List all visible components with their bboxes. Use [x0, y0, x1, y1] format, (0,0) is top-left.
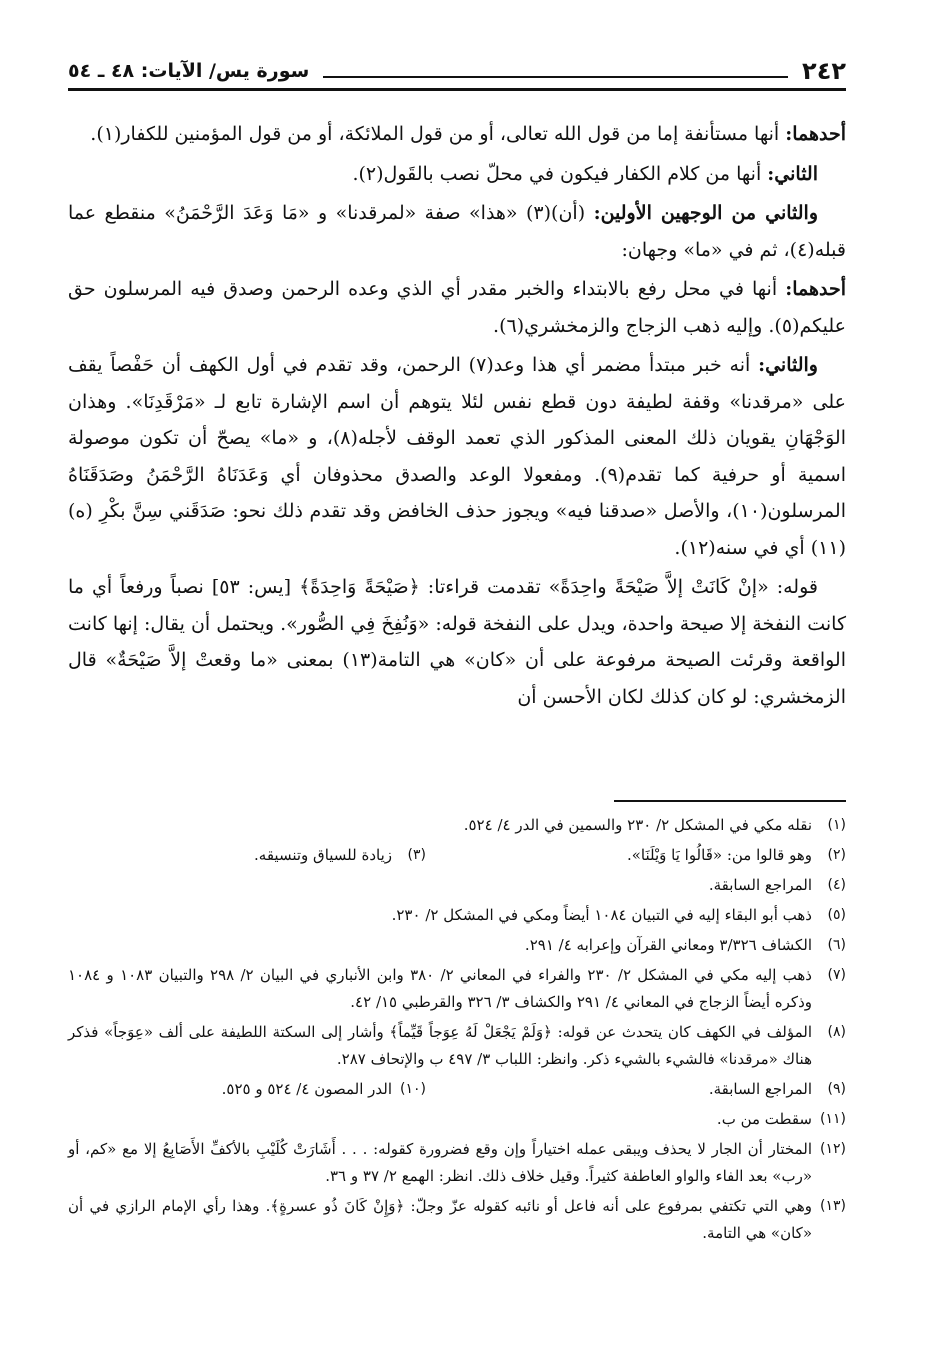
paragraph-text: أنها مستأنفة إما من قول الله تعالى، أو من قول الملائكة، أو من قول المؤمنين للكفار(١). — [90, 123, 786, 145]
footnote-text: المؤلف في الكهف كان يتحدث عن قوله: ﴿وَلَمْ يَجْعَلْ لَهُ عِوَجاً قَيِّماً﴾ وأشار إلى السكتة اللطيفة على ألف «عِوَجاً» فذكر هناك «مرقدنا» فالشيء بالشيء ذكر. وانظر: اللباب ٣/ ٤٩٧ ب والإتحاف ٢٨٧. — [68, 1023, 812, 1068]
footnote — [68, 902, 846, 929]
footnote — [68, 1106, 846, 1133]
paragraph-lead: والثاني من الوجهين الأولين: — [593, 202, 819, 224]
footnote-number: (١١) — [820, 1111, 846, 1127]
footnote — [426, 1076, 846, 1103]
header-rule — [323, 76, 788, 78]
paragraph-text: أنها في محل رفع بالابتداء والخبر مقدر أي الذي وعده الرحمن وصدق فيه المرسلون حق عليكم(٥). وإليه ذهب الزجاج والزمخشري(٦). — [68, 278, 846, 337]
paragraph-lead: أحدهما: — [785, 123, 846, 145]
paragraph-text: (أن)(٣) «هذا» صفة «لمرقدنا» و «مَا وَعَدَ الرَّحْمَنُ» منقطع عما قبله(٤)، ثم في «ما» وجهان: — [68, 202, 846, 261]
footnote-text: المراجع السابقة. — [708, 1080, 812, 1098]
page-number: ٢٤٢ — [802, 57, 846, 85]
footnote-number: (٧) — [827, 967, 846, 983]
footnote-row — [68, 1076, 846, 1103]
footnote — [68, 962, 846, 1016]
paragraph — [68, 116, 846, 153]
footnote-number: (٩) — [827, 1081, 846, 1097]
paragraph-lead: والثاني: — [758, 354, 818, 376]
paragraph-text: قوله: «إنْ كَانَتْ إلاَّ صَيْحَةً واحِدَةً» تقدمت قراءتا: ﴿صَيْحَةً وَاحِدَةً﴾ [يس: ٥٣] نصباً ورفعاً أي ما كانت النفخة إلا صيحة واحدة، ويدل على النفخة قوله: «وَنُفِخَ فِي الصُّور». ويحتمل أن يقال: إنها كانت الواقعة وقرئت الصيحة مرفوعة على أن «كان» هي التامة(١٣) بمعنى «ما وقعتْ إلاَّ صَيْحَةٌ» قال الزمخشري: لو كان كذلك لكان الأحسن أن — [68, 576, 846, 708]
footnote-text: ذهب أبو البقاء إليه في التبيان ١٠٨٤ أيضاً ومكي في المشكل ٢/ ٢٣٠. — [391, 906, 812, 924]
footnote — [254, 842, 426, 869]
footnote — [68, 812, 846, 839]
paragraph — [68, 271, 846, 344]
footnote — [68, 1019, 846, 1073]
paragraph — [68, 347, 846, 566]
footnote-text: سقطت من ب. — [716, 1110, 812, 1128]
footnote-separator — [614, 800, 846, 802]
footnote-text: المراجع السابقة. — [708, 876, 812, 894]
footnote — [426, 842, 846, 869]
footnote-text: ذهب إليه مكي في المشكل ٢/ ٢٣٠ والفراء في المعاني ٢/ ٣٨٠ وابن الأنباري في البيان ٢/ ٢٩٨ والتبيان ١٠٨٣ و ١٠٨٤ وذكره أيضاً الزجاج في المعاني ٤/ ٢٩١ والكشاف ٣/ ٣٢٦ والقرطبي ١٥/ ٤٢. — [68, 966, 812, 1011]
footnote-number: (٢) — [827, 847, 846, 863]
footnote — [68, 1193, 846, 1247]
footnote-number: (٨) — [827, 1024, 846, 1040]
main-text — [68, 116, 846, 718]
paragraph — [68, 195, 846, 268]
footnote-text: زيادة للسياق وتنسيقه. — [254, 846, 392, 864]
footnote-number: (٣) — [407, 847, 426, 863]
footnote-text: المختار أن الجار لا يحذف ويبقى عمله اختياراً وإن وقع فضرورة كقوله: . . . أَشَارَتْ كُلَيْبِ بالأكفِّ الأَصَابِعُ إلا مع «كم، أو «رب» بعد الفاء والواو العاطفة كثيراً. وقيل خلاف ذلك. انظر: الهمع ٢/ ٣٧ و ٣٦. — [68, 1140, 812, 1185]
footnote-number: (١) — [827, 817, 846, 833]
footnote-text: وهو قالوا من: «قَالُوا يَا وَيْلَنَا». — [626, 846, 812, 864]
footnote-text: وهي التي تكتفي بمرفوع على أنه فاعل أو نائبه كقوله عزّ وجلّ: ﴿وَإِنْ كَانَ ذُو عسرةٍ﴾. وهذا رأي الإمام الرازي في أن «كان» هي التامة. — [68, 1197, 812, 1242]
footnote-text: الكشاف ٣/٣٢٦ ومعاني القرآن وإعرابه ٤/ ٢٩١. — [524, 936, 812, 954]
footnote — [222, 1076, 426, 1103]
footnote-number: (١٠) — [400, 1081, 426, 1097]
paragraph-lead: الثاني: — [767, 162, 818, 185]
footnote — [68, 1136, 846, 1190]
footnote — [68, 872, 846, 899]
footnote — [68, 932, 846, 959]
footnote-number: (٦) — [827, 937, 846, 953]
running-title: سورة يس/ الآيات: ٤٨ ـ ٥٤ — [68, 60, 310, 82]
paragraph-lead: أحدهما: — [785, 278, 846, 300]
paragraph — [68, 156, 846, 193]
footnote-row — [68, 842, 846, 869]
footnote-number: (١٣) — [820, 1198, 846, 1214]
page-header — [68, 48, 846, 91]
paragraph-text: أنه خبر مبتدأ مضمر أي هذا وعد(٧) الرحمن، وقد تقدم في أول الكهف أن حَفْصاً يقف على «مرقدنا» وقفة لطيفة دون قطع نفس لئلا يتوهم أن اسم الإشارة تابع لـ «مَرْقَدِنَا». وهذان الوَجْهَانِ يقويان ذلك المعنى المذكور الذي تعمد الوقف لأجله(٨)، و «ما» يصحّ أن تكون موصولة اسمية أو حرفية كما تقدم(٩). ومفعولا الوعد والصدق محذوفان أي وَعَدَنَاهُ الرَّحْمَنُ وصَدَقَنَاهُ المرسلون(١٠)، والأصل «صدقنا فيه» ويجوز حذف الخافض وقد تقدم ذلك نحو: صَدَقَني سِنَّ بكْرِ (ه)(١١) أي في سنه(١٢). — [68, 354, 846, 559]
footnote-text: نقله مكي في المشكل ٢/ ٢٣٠ والسمين في الدر ٤/ ٥٢٤. — [463, 816, 812, 834]
footnote-number: (٥) — [827, 907, 846, 923]
paragraph-text: أنها من كلام الكفار فيكون في محلّ نصب بالقَول(٢). — [352, 162, 768, 185]
footnote-number: (٤) — [827, 877, 846, 893]
footnote-text: الدر المصون ٤/ ٥٢٤ و ٥٢٥. — [221, 1080, 392, 1098]
footnote-number: (١٢) — [820, 1141, 846, 1157]
paragraph — [68, 569, 846, 715]
footnotes — [68, 812, 846, 1250]
